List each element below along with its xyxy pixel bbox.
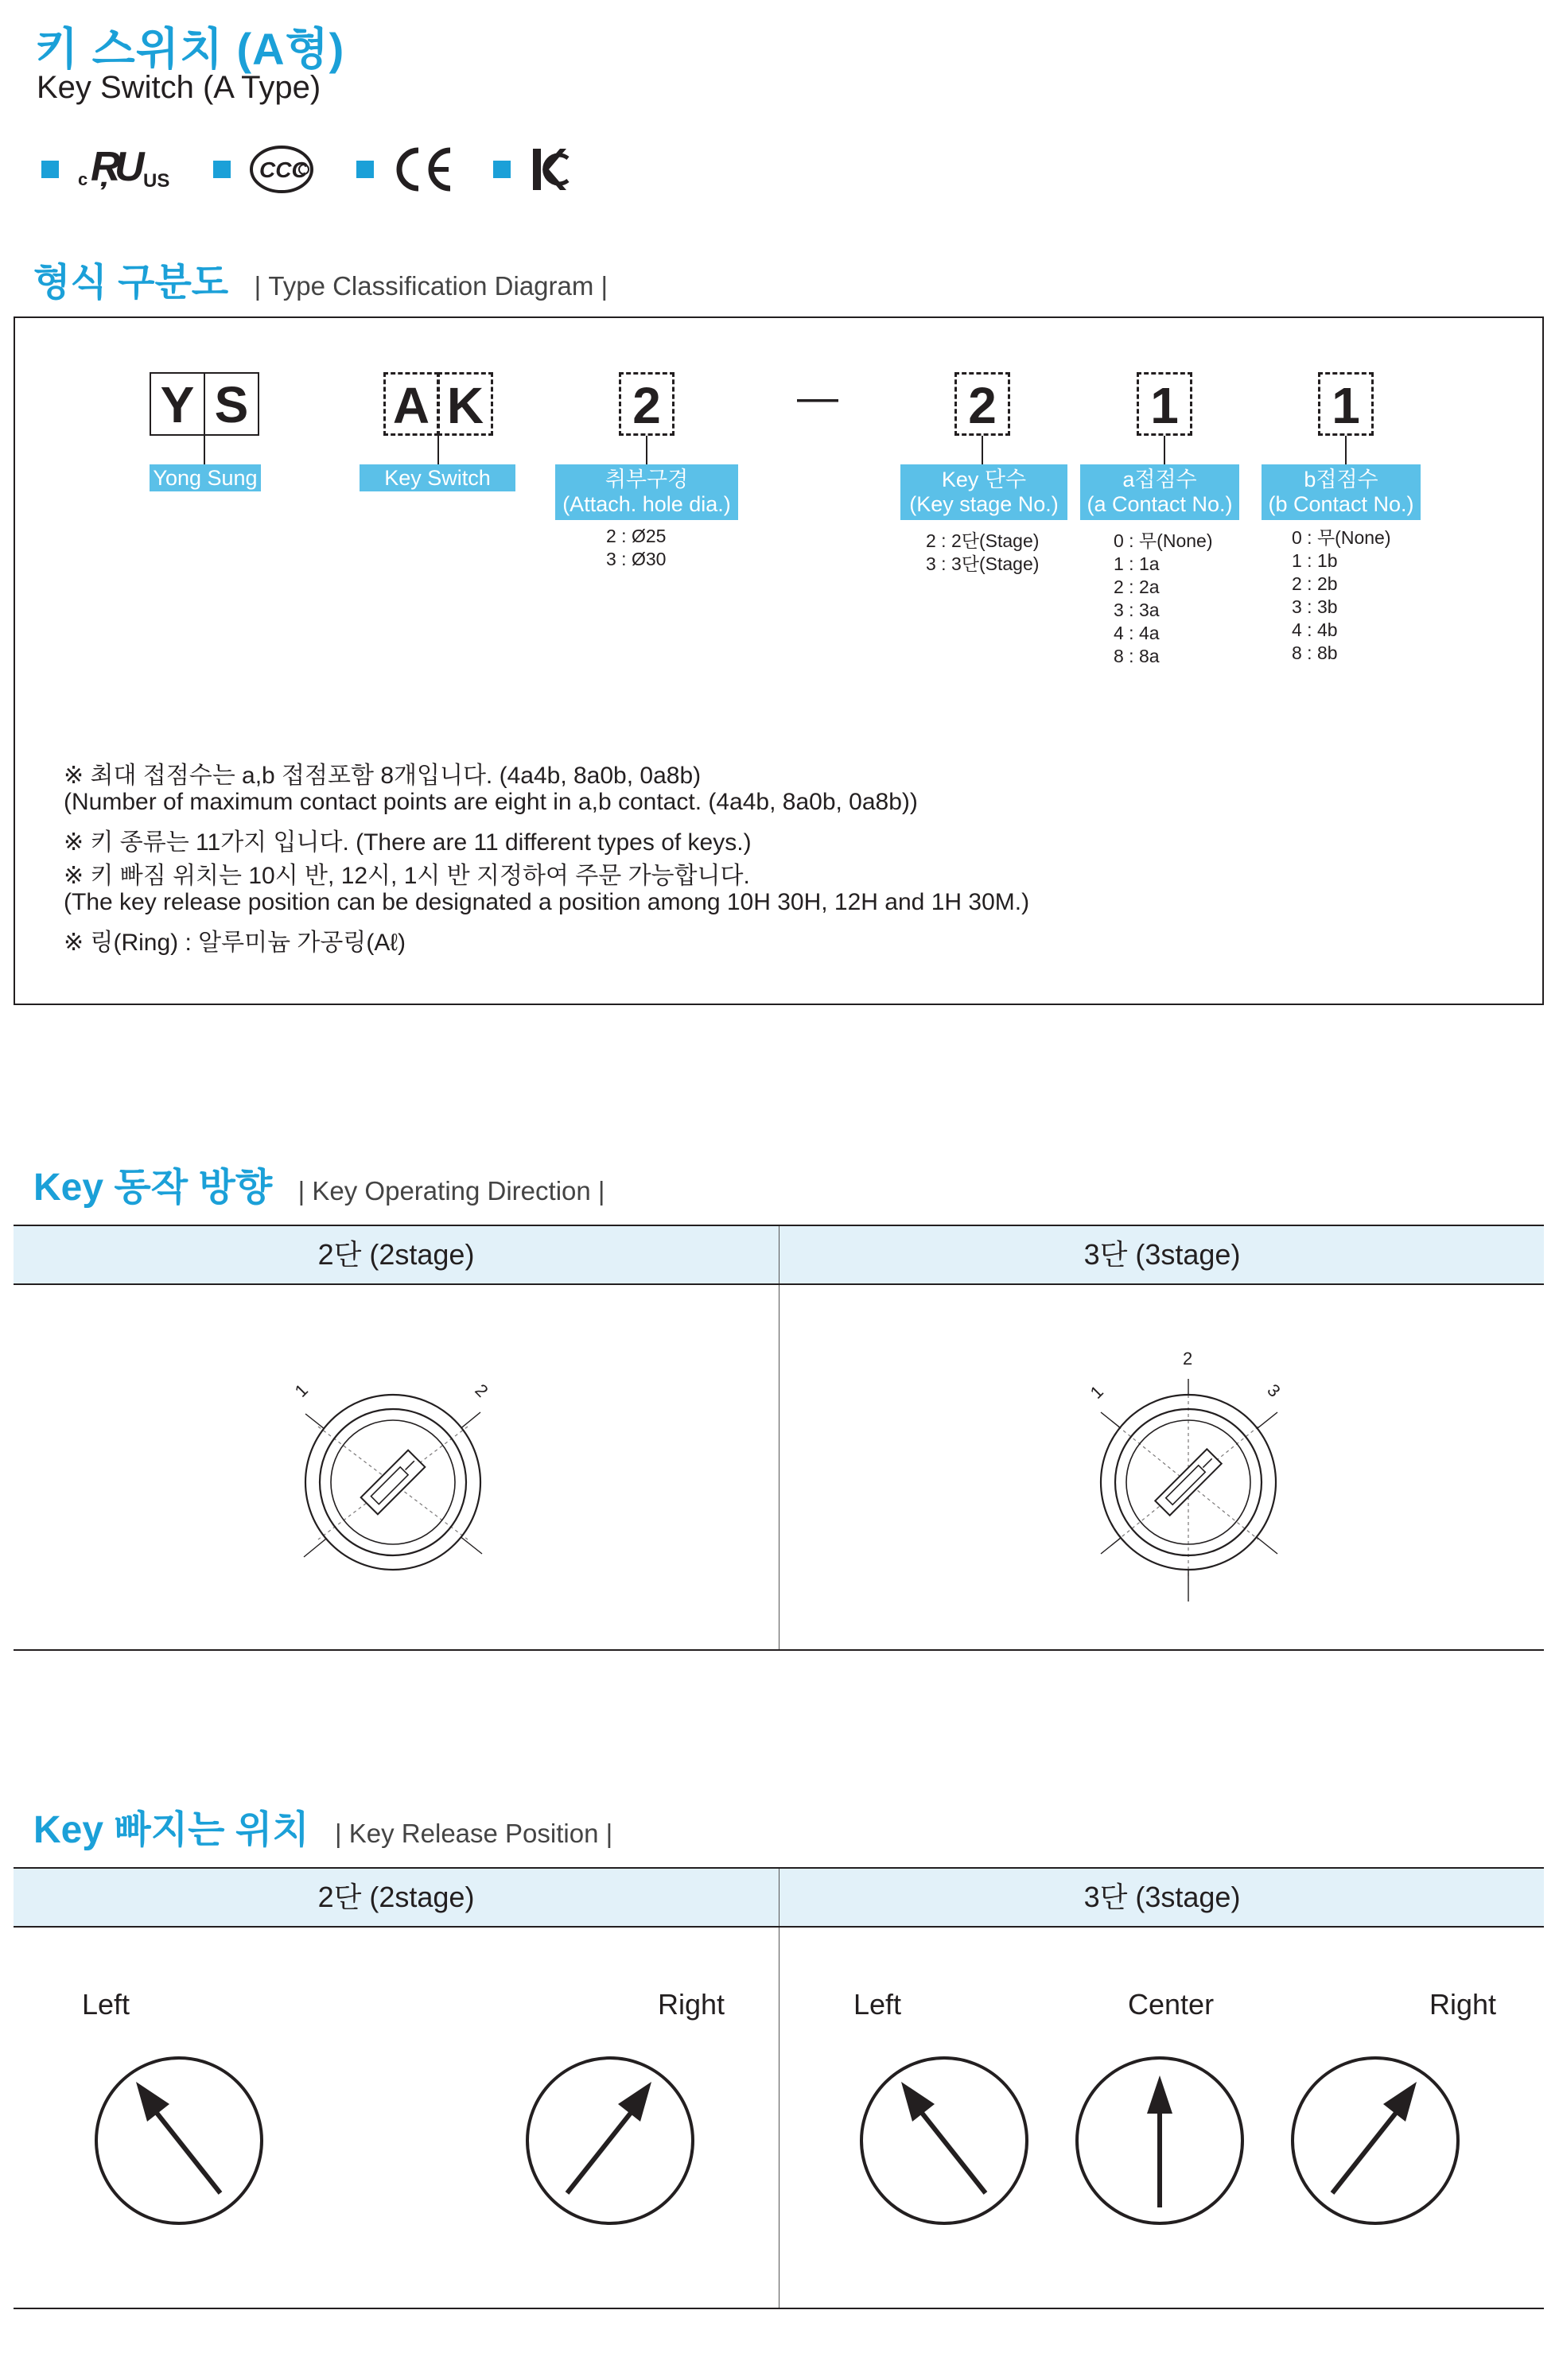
label-attach-en: (Attach. hole dia.) (562, 492, 731, 516)
connector-line (982, 436, 983, 464)
classification-title: 형식 구분도 (33, 262, 229, 304)
col-3stage: 3단 (3stage) (779, 1226, 1545, 1283)
mark-3: 3 (1263, 1380, 1285, 1401)
svg-text:CCC: CCC (259, 157, 308, 182)
attach-options (606, 525, 666, 571)
label-a-ko: a접점수 (1122, 468, 1197, 491)
label-stage-ko: Key 단수 (941, 468, 1027, 491)
cert-ce (356, 142, 455, 197)
release-header (33, 1799, 612, 1854)
label-yong-sung: Yong Sung (150, 464, 261, 491)
option-item: 2 : 2a (1114, 577, 1160, 597)
dial-left-arrow-icon (857, 2053, 1032, 2228)
release-table-header (14, 1867, 1544, 1928)
label-a-en: (a Contact No.) (1087, 492, 1233, 516)
label-left: Left (853, 1988, 902, 2021)
bullet-square-icon (213, 161, 231, 178)
option-item: 2 : Ø25 (606, 526, 667, 546)
operating-header (33, 1156, 605, 1211)
column-divider (779, 1928, 780, 2308)
option-item: 2 : 2단(Stage) (926, 530, 1040, 551)
option-item: 8 : 8a (1114, 646, 1160, 666)
cert-kc (493, 142, 573, 197)
connector-line (1164, 436, 1165, 464)
note-line: (The key release position can be designated a position among 10H 30H, 12H and 1H 30M.) (64, 889, 1030, 915)
label-attach (555, 464, 738, 520)
a-contact-options (1114, 530, 1212, 668)
classification-subtitle: | Type Classification Diagram | (254, 271, 608, 301)
note-line: ※ 링(Ring) : 알루미늄 가공링(Aℓ) (64, 930, 406, 956)
code-s: S (204, 372, 259, 436)
code-a-contact: 1 (1137, 372, 1192, 436)
operating-title: Key 동작 방향 (33, 1167, 273, 1209)
key-3stage-diagram (1069, 1363, 1308, 1617)
col-2stage: 2단 (2stage) (317, 1881, 475, 1913)
connector-line (646, 436, 647, 464)
stage-options (926, 530, 1039, 576)
ul-cus-icon (76, 146, 172, 193)
cert-ul (41, 142, 172, 197)
label-right: Right (1429, 1988, 1497, 2021)
page-title: 키 스위치 (A형) (35, 24, 345, 74)
bullet-square-icon (493, 161, 511, 178)
option-item: 2 : 2b (1292, 573, 1338, 594)
label-right: Right (658, 1988, 725, 2021)
option-item: 3 : 3단(Stage) (926, 553, 1040, 574)
option-item: 3 : 3a (1114, 600, 1160, 620)
connector-line (204, 436, 205, 464)
dial-right-arrow-icon (1288, 2053, 1463, 2228)
label-b-en: (b Contact No.) (1268, 492, 1414, 516)
label-a-contact (1080, 464, 1239, 520)
label-left: Left (82, 1988, 130, 2021)
bullet-square-icon (41, 161, 59, 178)
connector-line (437, 436, 439, 464)
col-2stage: 2단 (2stage) (317, 1238, 475, 1271)
code-k: K (437, 372, 493, 436)
label-key-switch: Key Switch (360, 464, 515, 491)
option-item: 0 : 무(None) (1114, 530, 1213, 551)
note-line: ※ 최대 접점수는 a,b 접점포함 8개입니다. (4a4b, 8a0b, 0a8b) (64, 763, 702, 789)
col-3stage: 3단 (3stage) (779, 1869, 1545, 1926)
label-center: Center (1128, 1988, 1215, 2021)
dial-center-arrow-icon (1072, 2053, 1247, 2228)
bullet-square-icon (356, 161, 374, 178)
release-title: Key 빠지는 위치 (33, 1809, 309, 1851)
option-item: 3 : Ø30 (606, 549, 667, 569)
label-stage (900, 464, 1067, 520)
note-line: (Number of maximum contact points are eight in a,b contact. (4a4b, 8a0b, 0a8b)) (64, 789, 918, 815)
operating-table-header (14, 1225, 1544, 1285)
mark-1: 1 (1086, 1381, 1107, 1403)
ce-icon (391, 144, 455, 195)
cert-ccc (213, 142, 315, 197)
dial-left-arrow-icon (91, 2053, 266, 2228)
dial-right-arrow-icon (523, 2053, 698, 2228)
code-stage: 2 (954, 372, 1010, 436)
release-subtitle: | Key Release Position | (335, 1819, 613, 1848)
label-b-contact (1262, 464, 1421, 520)
option-item: 4 : 4b (1292, 619, 1338, 640)
release-table-body (14, 1928, 1544, 2309)
label-b-ko: b접점수 (1304, 468, 1378, 491)
b-contact-options (1292, 526, 1390, 665)
classification-header (33, 251, 608, 306)
code-b-contact: 1 (1318, 372, 1374, 436)
option-item: 8 : 8b (1292, 643, 1338, 663)
kc-icon (528, 144, 573, 195)
operating-subtitle: | Key Operating Direction | (297, 1176, 605, 1206)
option-item: 1 : 1a (1114, 553, 1160, 574)
option-item: 3 : 3b (1292, 596, 1338, 617)
page-subtitle: Key Switch (A Type) (37, 70, 321, 105)
note-line: ※ 키 빠짐 위치는 10시 반, 12시, 1시 반 지정하여 주문 가능합니다. (64, 863, 750, 889)
code-y: Y (150, 372, 205, 436)
mark-2: 2 (1183, 1349, 1193, 1369)
ccc-icon (248, 144, 315, 195)
label-attach-ko: 취부구경 (605, 468, 689, 491)
note-line: ※ 키 종류는 11가지 입니다. (There are 11 different types of keys.) (64, 829, 752, 856)
svg-text:Ŗ: Ŗ (91, 146, 121, 190)
option-item: 1 : 1b (1292, 550, 1338, 571)
connector-line (1345, 436, 1347, 464)
mark-2: 2 (471, 1380, 492, 1401)
option-item: 0 : 무(None) (1292, 527, 1391, 548)
code-attach: 2 (619, 372, 675, 436)
column-divider (779, 1285, 780, 1649)
svg-text:US: US (143, 170, 170, 192)
code-a: A (383, 372, 439, 436)
svg-text:U: U (115, 146, 145, 190)
option-item: 4 : 4a (1114, 623, 1160, 643)
code-dash: — (797, 375, 838, 421)
label-stage-en: (Key stage No.) (909, 492, 1059, 516)
svg-text:c: c (78, 169, 88, 189)
mark-1: 1 (290, 1380, 312, 1401)
operating-table-body (14, 1285, 1544, 1651)
